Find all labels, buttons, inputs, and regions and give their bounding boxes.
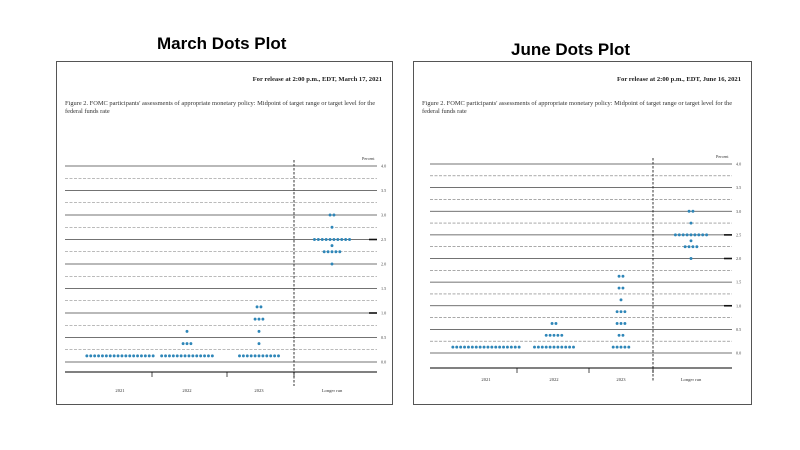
june-dot <box>684 245 687 248</box>
june-dot <box>498 346 501 349</box>
june-dot <box>479 346 482 349</box>
march-dot <box>184 354 187 357</box>
june-dot <box>549 334 552 337</box>
june-dot <box>616 346 619 349</box>
june-dot <box>618 275 621 278</box>
june-dot <box>541 346 544 349</box>
june-y-tick-label: 1.5 <box>736 279 742 285</box>
june-dot <box>483 346 486 349</box>
june-dot <box>555 322 558 325</box>
june-y-tick-label: 1.0 <box>736 303 742 309</box>
march-y-tick-label: 4.0 <box>381 163 387 169</box>
march-dot <box>199 354 202 357</box>
march-dot <box>140 354 143 357</box>
june-dot <box>627 346 630 349</box>
march-dot <box>321 238 324 241</box>
march-y-tick-label: 3.5 <box>381 188 387 193</box>
june-dot <box>693 233 696 236</box>
march-dot <box>113 354 116 357</box>
march-dot <box>250 354 253 357</box>
march-dot <box>182 342 185 345</box>
march-dot <box>246 354 249 357</box>
june-dot <box>494 346 497 349</box>
june-dot <box>692 245 695 248</box>
june-dot <box>623 346 626 349</box>
march-dot <box>176 354 179 357</box>
june-dot <box>560 346 563 349</box>
march-dot <box>168 354 171 357</box>
march-dot <box>329 238 332 241</box>
march-y-tick-label: 3.0 <box>381 212 387 218</box>
june-dot <box>553 334 556 337</box>
march-dot <box>242 354 245 357</box>
march-dot <box>313 238 316 241</box>
june-dot <box>623 310 626 313</box>
june-dot <box>705 233 708 236</box>
june-dot <box>690 233 693 236</box>
march-dot <box>144 354 147 357</box>
march-dot <box>160 354 163 357</box>
june-y-tick-label: 4.0 <box>736 161 742 167</box>
march-figure-caption: Figure 2. FOMC participants' assessments of appropriate monetary policy: Midpoint of target range or target level for the federal funds rate <box>65 100 376 115</box>
march-dot <box>97 354 100 357</box>
march-dot <box>105 354 108 357</box>
march-x-tick-label: 2021 <box>115 388 125 393</box>
june-dot <box>682 233 685 236</box>
march-dot <box>101 354 104 357</box>
june-dot <box>623 322 626 325</box>
march-dot <box>191 354 194 357</box>
march-y-tick-label: 0.0 <box>381 359 387 365</box>
march-dot <box>256 305 259 308</box>
june-dot <box>463 346 466 349</box>
june-y-tick-label: 0.0 <box>736 350 742 356</box>
march-dot <box>261 354 264 357</box>
march-dot <box>340 238 343 241</box>
june-dot <box>692 210 695 213</box>
june-x-tick-label: Longer run <box>680 377 702 382</box>
june-dot <box>556 346 559 349</box>
march-dot <box>260 305 263 308</box>
march-dot <box>164 354 167 357</box>
june-x-tick-label: 2023 <box>616 377 626 382</box>
march-y-tick-label: 2.5 <box>381 237 387 242</box>
june-dot <box>697 233 700 236</box>
june-dot <box>572 346 575 349</box>
march-dot <box>277 354 280 357</box>
march-dot <box>269 354 272 357</box>
march-dot <box>136 354 139 357</box>
march-y-tick-label: 0.5 <box>381 335 387 340</box>
march-dot <box>195 354 198 357</box>
june-dot <box>514 346 517 349</box>
june-dot <box>518 346 521 349</box>
june-dot <box>618 287 621 290</box>
march-dot <box>317 238 320 241</box>
june-dot <box>568 346 571 349</box>
march-dot <box>189 342 192 345</box>
march-dot <box>152 354 155 357</box>
june-dot <box>622 334 625 337</box>
june-dot <box>695 245 698 248</box>
march-dot <box>121 354 124 357</box>
march-release-line: For release at 2:00 p.m., EDT, March 17, 2021 <box>252 76 382 83</box>
march-dot <box>254 318 257 321</box>
june-dot <box>451 346 454 349</box>
june-dot <box>556 334 559 337</box>
march-dot <box>186 342 189 345</box>
march-dot <box>258 354 261 357</box>
march-dot <box>325 238 328 241</box>
june-dot <box>510 346 513 349</box>
june-y-tick-label: 3.5 <box>736 185 742 191</box>
march-dot <box>258 318 261 321</box>
june-dot <box>620 310 623 313</box>
march-y-tick-label: 1.5 <box>381 286 387 291</box>
june-dot <box>688 245 691 248</box>
june-dot <box>690 239 693 242</box>
june-figure-caption: Figure 2. FOMC participants' assessments of appropriate monetary policy: Midpoint of target range or target level for the federal funds rate <box>422 100 733 115</box>
june-dot <box>475 346 478 349</box>
march-dot <box>89 354 92 357</box>
june-dots-plot-panel <box>413 61 752 405</box>
june-dot <box>537 346 540 349</box>
march-dot <box>148 354 151 357</box>
june-dot <box>616 310 619 313</box>
march-dot <box>203 354 206 357</box>
march-dot <box>188 354 191 357</box>
march-dot <box>128 354 131 357</box>
march-dot <box>331 226 334 229</box>
march-dot <box>180 354 183 357</box>
june-dot-plot-chart <box>414 62 753 406</box>
june-dot <box>490 346 493 349</box>
march-dot <box>348 238 351 241</box>
june-dot <box>551 322 554 325</box>
march-dot <box>333 238 336 241</box>
march-x-tick-label: 2023 <box>254 388 264 393</box>
june-dot <box>620 298 623 301</box>
march-dot <box>258 330 261 333</box>
march-dot <box>265 354 268 357</box>
june-dot <box>545 334 548 337</box>
march-x-tick-label: Longer run <box>321 388 343 393</box>
june-dot <box>560 334 563 337</box>
june-y-tick-label: 2.0 <box>736 256 742 261</box>
june-dot <box>688 210 691 213</box>
june-dot <box>686 233 689 236</box>
june-dot <box>701 233 704 236</box>
june-release-line: For release at 2:00 p.m., EDT, June 16, 2021 <box>617 76 741 83</box>
june-dot <box>674 233 677 236</box>
june-dot <box>690 257 693 260</box>
june-dot <box>549 346 552 349</box>
march-dot <box>323 250 326 253</box>
june-dot <box>620 322 623 325</box>
june-dot <box>471 346 474 349</box>
march-dot <box>327 250 330 253</box>
june-dot <box>622 287 625 290</box>
march-dot <box>331 263 334 266</box>
march-dot <box>117 354 120 357</box>
march-dot <box>211 354 214 357</box>
march-y-tick-label: 1.0 <box>381 310 387 316</box>
march-dot <box>186 330 189 333</box>
march-dot <box>334 250 337 253</box>
june-unit-label: Percent <box>716 154 729 159</box>
june-x-tick-label: 2022 <box>549 377 559 382</box>
march-dot <box>336 238 339 241</box>
march-y-tick-label: 2.0 <box>381 261 387 267</box>
june-dot <box>467 346 470 349</box>
june-dot <box>620 346 623 349</box>
june-y-tick-label: 0.5 <box>736 326 742 332</box>
june-dot <box>618 334 621 337</box>
june-dot <box>622 275 625 278</box>
march-dot <box>124 354 127 357</box>
june-dot <box>487 346 490 349</box>
march-dot <box>338 250 341 253</box>
march-dot <box>172 354 175 357</box>
june-dot <box>533 346 536 349</box>
june-dots-plot-title: June Dots Plot <box>511 40 631 59</box>
june-dot <box>545 346 548 349</box>
march-dot-plot-chart <box>57 62 394 406</box>
june-dot <box>459 346 462 349</box>
june-dot <box>678 233 681 236</box>
march-dot <box>329 214 332 217</box>
june-dot <box>455 346 458 349</box>
march-unit-label: Percent <box>362 156 375 161</box>
march-dot <box>344 238 347 241</box>
march-dot <box>93 354 96 357</box>
march-dot <box>207 354 210 357</box>
june-dot <box>506 346 509 349</box>
june-dot <box>616 322 619 325</box>
june-x-tick-label: 2021 <box>481 377 491 382</box>
june-dot <box>690 222 693 225</box>
march-dots-plot-title: March Dots Plot <box>157 34 287 53</box>
march-dot <box>254 354 257 357</box>
march-dot <box>333 214 336 217</box>
june-dot <box>612 346 615 349</box>
march-dot <box>109 354 112 357</box>
march-dot <box>273 354 276 357</box>
march-x-tick-label: 2022 <box>182 388 192 393</box>
june-dot <box>553 346 556 349</box>
march-dot <box>261 318 264 321</box>
june-y-tick-label: 2.5 <box>736 232 742 238</box>
march-dot <box>85 354 88 357</box>
march-dot <box>238 354 241 357</box>
march-dot <box>331 244 334 247</box>
march-dot <box>258 342 261 345</box>
june-y-tick-label: 3.0 <box>736 208 742 214</box>
june-dot <box>564 346 567 349</box>
march-dot <box>331 250 334 253</box>
march-dot <box>132 354 135 357</box>
june-dot <box>502 346 505 349</box>
march-dots-plot-panel <box>56 61 393 405</box>
